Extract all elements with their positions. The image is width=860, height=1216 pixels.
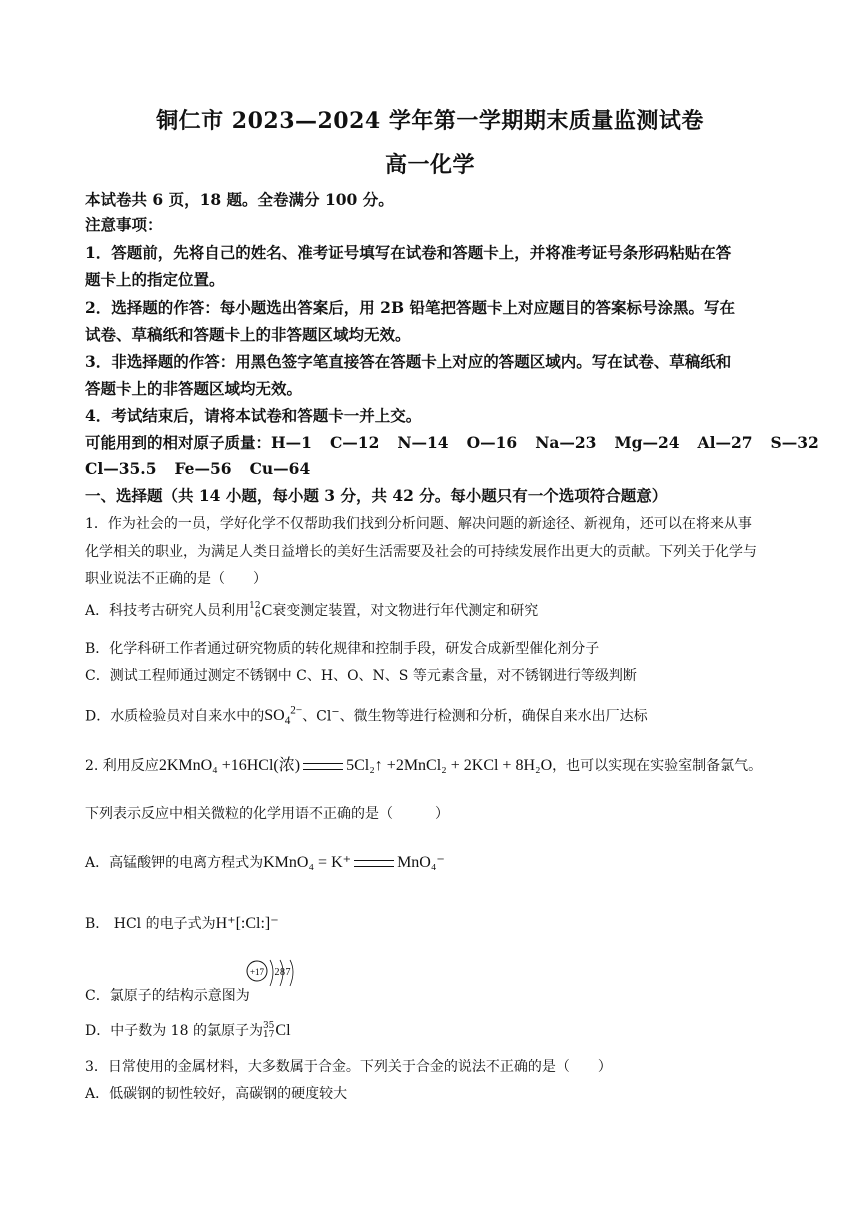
- section-heading: 一、选择题（共 14 小题，每小题 3 分，共 42 分。每小题只有一个选项符合题意）: [85, 486, 668, 505]
- note-line: 1．答题前，先将自己的姓名、准考证号填写在试卷和答题卡上，并将准考证号条形码粘贴在答: [85, 243, 732, 262]
- note-line: 2．选择题的作答：每小题选出答案后，用 2B 铅笔把答题卡上对应题目的答案标号涂黑。写在: [85, 298, 735, 317]
- isotope-notation: 35 17: [262, 1021, 275, 1040]
- q3-option-a: A．低碳钢的韧性较好，高碳钢的硬度较大: [85, 1086, 348, 1102]
- exam-title: 铜仁市 2023—2024 学年第一学期期末质量监测试卷: [156, 108, 704, 134]
- atomic-masses-line1: [85, 431, 819, 454]
- atomic-mass: Mg—24: [614, 433, 680, 452]
- q1-option-a: A．科技考古研究人员利用12 6C衰变测定装置，对文物进行年代测定和研究: [85, 601, 539, 620]
- q1-option-b: B．化学科研工作者通过研究物质的转化规律和控制手段，研发合成新型催化剂分子: [85, 641, 600, 657]
- reaction-equation: 2KMnO₄ +16HCl(浓) 5Cl₂↑ +2MnCl₂ + 2KCl + 8H₂O: [158, 757, 553, 774]
- note-line: 3．非选择题的作答：用黑色签字笔直接答在答题卡上对应的答题区域内。写在试卷、草稿纸和: [85, 352, 732, 371]
- notes-heading: 注意事项：: [85, 215, 163, 234]
- exam-summary: 本试卷共 6 页，18 题。全卷满分 100 分。: [85, 190, 394, 209]
- q1-option-d: D．水质检验员对自来水中的$SO_4^{2-}$、Cl−、微生物等进行检测和分析，确保自来水出厂达标: [85, 705, 648, 728]
- note-line: 答题卡上的非答题区域均无效。: [85, 379, 303, 398]
- atomic-mass: Cl—35.5: [85, 459, 157, 478]
- q2-option-a: A．高锰酸钾的电离方程式为KMnO₄ = K⁺ MnO₄⁻: [85, 854, 445, 871]
- equals-sign: [303, 763, 343, 770]
- atomic-mass: N—14: [397, 433, 449, 452]
- q1-stem-line: 1．作为社会的一员，学好化学不仅帮助我们找到分析问题、解决问题的新途径、新视角，还可以在将来从事: [85, 516, 752, 532]
- q2-option-b: B． HCl 的电子式为H⁺[:Cl:]⁻: [85, 915, 279, 932]
- atomic-mass: S—32: [770, 433, 819, 452]
- q2-stem-line1: 2. 利用反应2KMnO₄ +16HCl(浓) 5Cl₂↑ +2MnCl₂ + 2KCl + 8H₂O，也可以实现在实验室制备氯气。: [85, 757, 763, 774]
- electron-shells: 2 8 7: [274, 967, 290, 978]
- q1-option-c: C．测试工程师通过测定不锈钢中 C、H、O、N、S 等元素含量，对不锈钢进行等级判断: [85, 668, 637, 684]
- note-line: 题卡上的指定位置。: [85, 270, 225, 289]
- atomic-mass: H—1: [271, 433, 312, 452]
- atomic-masses-label: 可能用到的相对原子质量：: [85, 433, 272, 452]
- atomic-mass: Al—27: [697, 433, 753, 452]
- note-line: 试卷、草稿纸和答题卡上的非答题区域均无效。: [85, 325, 411, 344]
- q1-stem-line: 化学相关的职业，为满足人类日益增长的美好生活需要及社会的可持续发展作出更大的贡献。下列关于化学与: [85, 544, 757, 560]
- atomic-mass: C—12: [329, 433, 380, 452]
- atomic-mass: Cu—64: [249, 459, 311, 478]
- isotope-notation: 12 6: [249, 601, 261, 620]
- equals-sign: [354, 860, 394, 867]
- nucleus-charge: +17: [249, 967, 265, 977]
- q2-stem-line2: 下列表示反应中相关微粒的化学用语不正确的是（ ）: [85, 806, 449, 822]
- q2-option-d: D．中子数为 18 的氯原子为35 17Cl: [85, 1021, 291, 1040]
- electron-formula: H⁺[:Cl:]⁻: [215, 915, 279, 932]
- q1-stem-line: 职业说法不正确的是（ ）: [85, 571, 267, 587]
- q2-option-c: C．氯原子的结构示意图为: [85, 988, 250, 1004]
- atomic-mass: Na—23: [535, 433, 597, 452]
- atomic-mass: Fe—56: [174, 459, 232, 478]
- note-line: 4．考试结束后，请将本试卷和答题卡一并上交。: [85, 406, 422, 425]
- exam-subject: 高一化学: [384, 152, 475, 178]
- atomic-masses-line2: [85, 457, 800, 480]
- q3-stem: 3．日常使用的金属材料，大多数属于合金。下列关于合金的说法不正确的是（ ）: [85, 1059, 612, 1075]
- atomic-mass: O—16: [466, 433, 518, 452]
